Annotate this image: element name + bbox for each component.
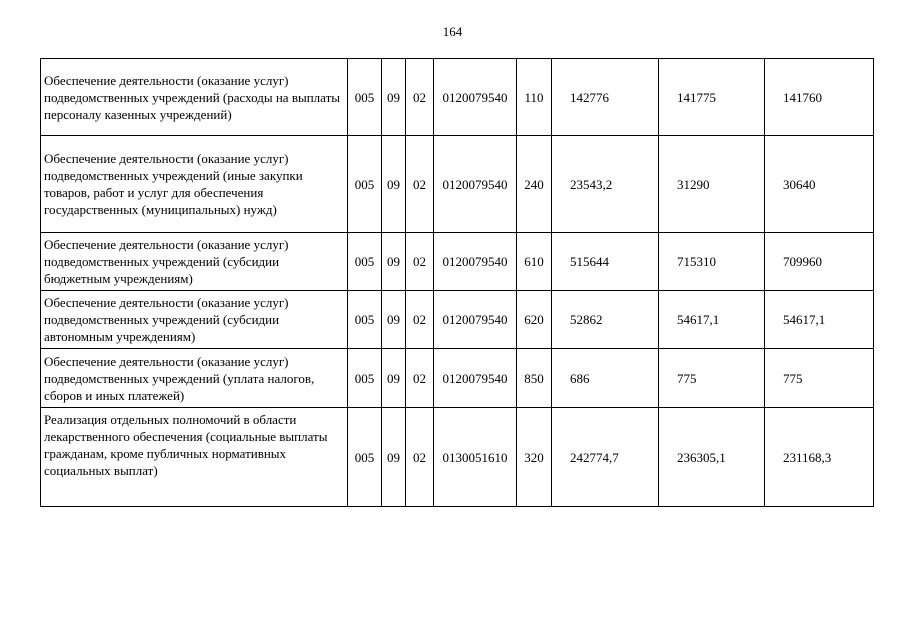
expense-type-code: 240	[517, 136, 552, 233]
subsection-code: 02	[406, 59, 434, 136]
expense-type-code: 620	[517, 291, 552, 349]
expense-type-code: 320	[517, 408, 552, 507]
row-name: Обеспечение деятельности (оказание услуг) подведомственных учреждений (расходы на выплаты персоналу казенных учреждений)	[41, 59, 348, 136]
section-code: 09	[382, 59, 406, 136]
subsection-code: 02	[406, 136, 434, 233]
row-name: Обеспечение деятельности (оказание услуг) подведомственных учреждений (иные закупки товаров, работ и услуг для обеспечения государственных (муниципальных) нужд)	[41, 136, 348, 233]
amount-year-2: 775	[659, 349, 765, 408]
ved-code: 005	[348, 408, 382, 507]
amount-year-1: 515644	[552, 233, 659, 291]
amount-year-3: 54617,1	[765, 291, 874, 349]
subsection-code: 02	[406, 233, 434, 291]
amount-year-1: 142776	[552, 59, 659, 136]
amount-year-3: 231168,3	[765, 408, 874, 507]
page-number: 164	[442, 24, 463, 39]
amount-year-3: 775	[765, 349, 874, 408]
amount-year-1: 686	[552, 349, 659, 408]
target-article-code: 0120079540	[434, 291, 517, 349]
amount-year-2: 141775	[659, 59, 765, 136]
ved-code: 005	[348, 59, 382, 136]
amount-year-3: 709960	[765, 233, 874, 291]
ved-code: 005	[348, 291, 382, 349]
amount-year-1: 23543,2	[552, 136, 659, 233]
amount-year-2: 236305,1	[659, 408, 765, 507]
section-code: 09	[382, 291, 406, 349]
table-row	[41, 291, 874, 349]
row-name: Реализация отдельных полномочий в области лекарственного обеспечения (социальные выплаты гражданам, кроме публичных нормативных социальных выплат)	[41, 408, 348, 507]
table-row	[41, 59, 874, 136]
subsection-code: 02	[406, 408, 434, 507]
table-row	[41, 408, 874, 507]
row-name: Обеспечение деятельности (оказание услуг) подведомственных учреждений (субсидии автономным учреждениям)	[41, 291, 348, 349]
section-code: 09	[382, 349, 406, 408]
amount-year-3: 30640	[765, 136, 874, 233]
section-code: 09	[382, 233, 406, 291]
subsection-code: 02	[406, 291, 434, 349]
amount-year-3: 141760	[765, 59, 874, 136]
section-code: 09	[382, 408, 406, 507]
table-row	[41, 233, 874, 291]
amount-year-2: 715310	[659, 233, 765, 291]
amount-year-1: 242774,7	[552, 408, 659, 507]
row-name: Обеспечение деятельности (оказание услуг) подведомственных учреждений (уплата налогов, сборов и иных платежей)	[41, 349, 348, 408]
ved-code: 005	[348, 349, 382, 408]
table-row	[41, 349, 874, 408]
target-article-code: 0130051610	[434, 408, 517, 507]
expense-type-code: 850	[517, 349, 552, 408]
target-article-code: 0120079540	[434, 59, 517, 136]
row-name: Обеспечение деятельности (оказание услуг) подведомственных учреждений (субсидии бюджетным учреждениям)	[41, 233, 348, 291]
expense-type-code: 610	[517, 233, 552, 291]
ved-code: 005	[348, 136, 382, 233]
subsection-code: 02	[406, 349, 434, 408]
section-code: 09	[382, 136, 406, 233]
expense-type-code: 110	[517, 59, 552, 136]
amount-year-2: 54617,1	[659, 291, 765, 349]
table-row	[41, 136, 874, 233]
amount-year-2: 31290	[659, 136, 765, 233]
target-article-code: 0120079540	[434, 136, 517, 233]
budget-table	[40, 58, 874, 507]
ved-code: 005	[348, 233, 382, 291]
target-article-code: 0120079540	[434, 233, 517, 291]
target-article-code: 0120079540	[434, 349, 517, 408]
amount-year-1: 52862	[552, 291, 659, 349]
